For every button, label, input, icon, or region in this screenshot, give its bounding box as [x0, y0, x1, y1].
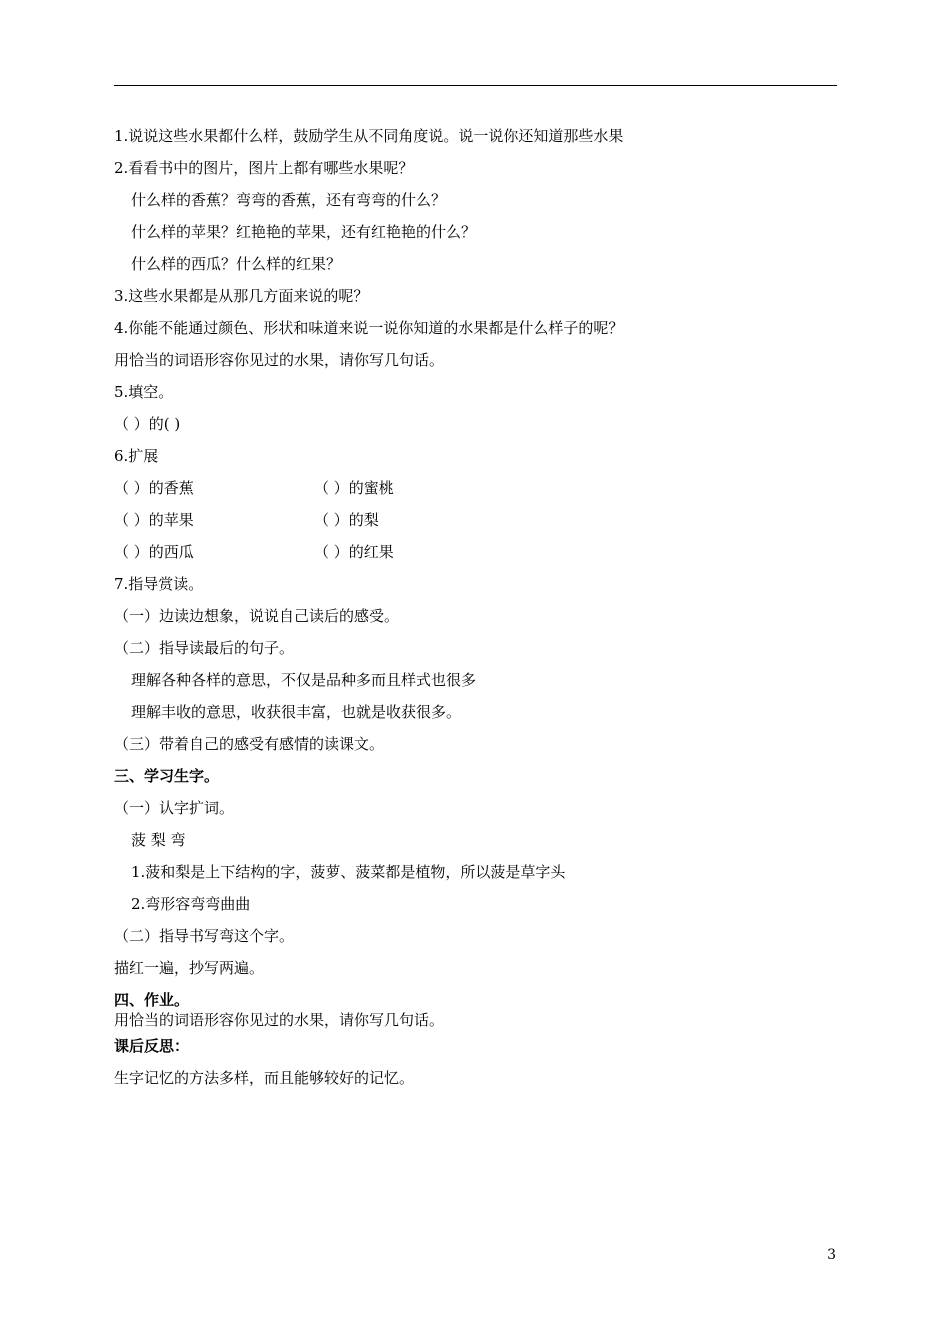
- expand-item: （ ）的红果: [314, 543, 394, 561]
- document-body: [114, 126, 837, 1100]
- fill-blank-line: （ ）的( ): [114, 415, 181, 433]
- text-line: 用恰当的词语形容你见过的水果，请你写几句话。: [114, 351, 445, 369]
- text-line: 生字记忆的方法多样，而且能够较好的记忆。: [114, 1069, 415, 1087]
- section-heading: 四、作业。: [114, 991, 190, 1009]
- text-line: （三）带着自己的感受有感情的读课文。: [114, 735, 385, 753]
- expand-item: （ ）的梨: [314, 511, 379, 529]
- text-line: 6.扩展: [114, 447, 159, 465]
- text-line: 什么样的香蕉？弯弯的香蕉，还有弯弯的什么？: [131, 191, 447, 209]
- expand-row: [114, 478, 837, 510]
- text-line: 2.弯形容弯弯曲曲: [131, 895, 251, 913]
- text-line: 什么样的苹果？红艳艳的苹果，还有红艳艳的什么？: [131, 223, 477, 241]
- text-line: 7.指导赏读。: [114, 575, 204, 593]
- text-line: 5.填空。: [114, 383, 174, 401]
- expand-item: （ ）的西瓜: [114, 543, 194, 561]
- text-line: （一）认字扩词。: [114, 799, 235, 817]
- expand-item: （ ）的香蕉: [114, 479, 194, 497]
- text-line: 1.说说这些水果都什么样，鼓励学生从不同角度说。说一说你还知道那些水果: [114, 127, 624, 145]
- expand-item: （ ）的苹果: [114, 511, 194, 529]
- expand-row: [114, 542, 837, 574]
- text-line: 用恰当的词语形容你见过的水果，请你写几句话。: [114, 1011, 445, 1029]
- text-line: （二）指导读最后的句子。: [114, 639, 295, 657]
- text-line: 描红一遍，抄写两遍。: [114, 959, 265, 977]
- header-rule: [114, 85, 837, 86]
- expand-row: [114, 510, 837, 542]
- text-line: 1.菠和梨是上下结构的字，菠萝、菠菜都是植物，所以菠是草字头: [131, 863, 566, 881]
- text-line: 2.看看书中的图片，图片上都有哪些水果呢？: [114, 159, 414, 177]
- text-line: 4.你能不能通过颜色、形状和味道来说一说你知道的水果都是什么样子的呢？: [114, 319, 624, 337]
- text-line: （二）指导书写弯这个字。: [114, 927, 295, 945]
- text-line: 理解丰收的意思，收获很丰富，也就是收获很多。: [131, 703, 462, 721]
- text-line: 理解各种各样的意思，不仅是品种多而且样式也很多: [131, 671, 477, 689]
- text-line: 什么样的西瓜？什么样的红果？: [131, 255, 342, 273]
- page-number: 3: [827, 1247, 836, 1263]
- text-line: 3.这些水果都是从那几方面来说的呢？: [114, 287, 369, 305]
- text-line: （一）边读边想象，说说自己读后的感受。: [114, 607, 400, 625]
- section-heading: 三、学习生字。: [114, 767, 220, 785]
- section-heading: 课后反思：: [114, 1037, 190, 1055]
- character-list: 菠 梨 弯: [131, 831, 186, 849]
- expand-item: （ ）的蜜桃: [314, 479, 394, 497]
